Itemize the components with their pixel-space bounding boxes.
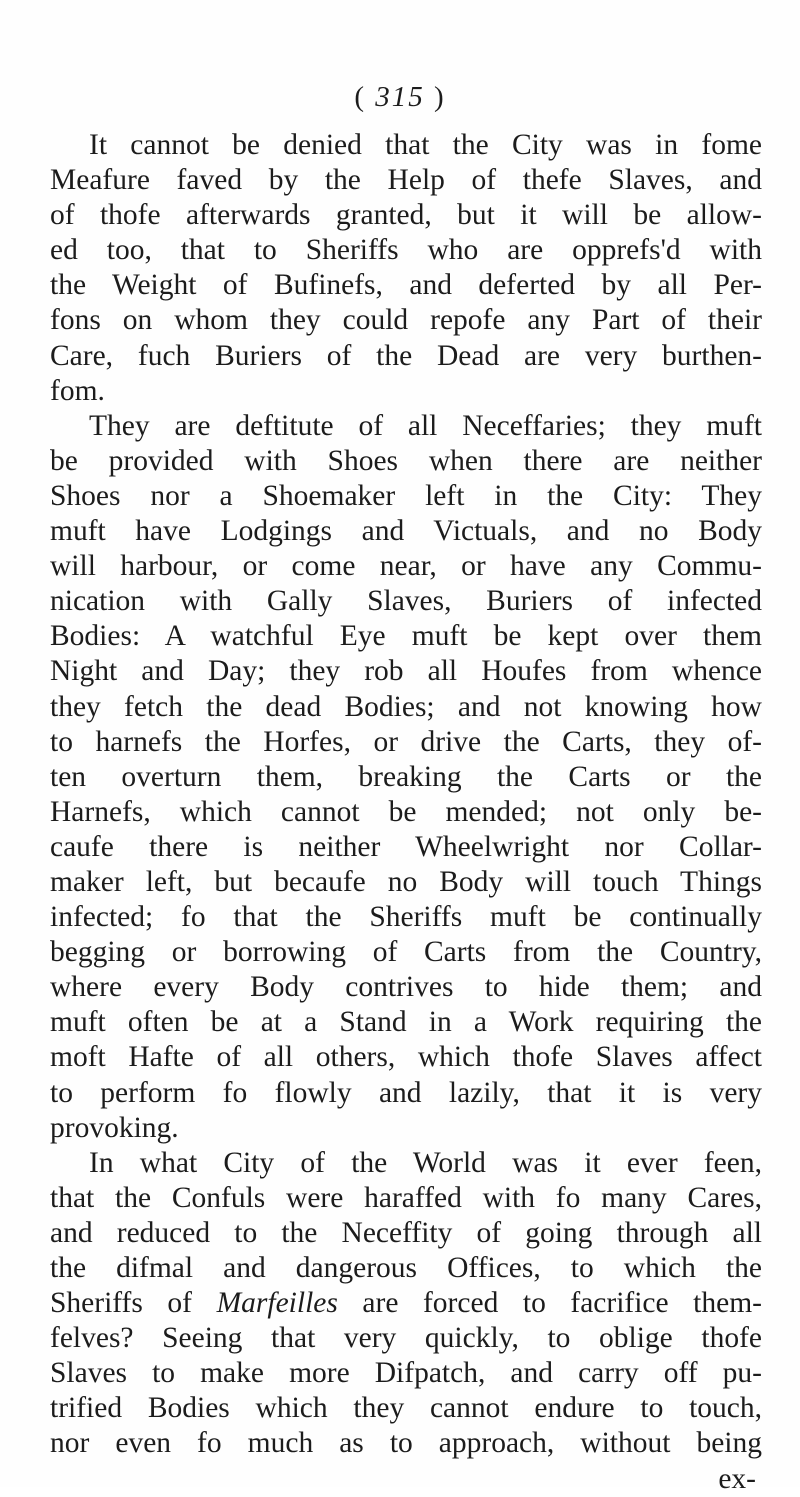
page-number-value: 315	[375, 81, 425, 113]
italic-place-name: Marfeilles	[216, 1287, 338, 1320]
text-line: They are deftitute of all Neceffaries; they muft	[89, 409, 762, 442]
text-line: and reduced to the Neceffity of going through all	[50, 1216, 762, 1249]
text-line: muft have Lodgings and Victuals, and no Body	[50, 515, 762, 548]
text-line: be provided with Shoes when there are neither	[50, 444, 762, 477]
text-line: Shoes nor a Shoemaker left in the City: They	[50, 479, 762, 512]
text-line: Night and Day; they rob all Houfes from whence	[50, 655, 762, 688]
text-line: the difmal and dangerous Offices, to which the	[50, 1252, 762, 1284]
text-line: provoking.	[50, 1111, 179, 1144]
text-line: the Weight of Bufinefs, and deferted by all Per-	[50, 269, 762, 302]
text-line: moft Hafte of all others, which thofe Slaves affect	[50, 1041, 762, 1074]
text-line: nor even fo much as to approach, without being	[50, 1427, 762, 1460]
text-line: to perform fo flowly and lazily, that it is very	[50, 1076, 762, 1109]
text-line: will harbour, or come near, or have any Commu-	[50, 550, 762, 583]
text-line: begging or borrowing of Carts from the Country,	[50, 936, 762, 969]
text-line: that the Confuls were haraffed with fo many Cares,	[50, 1181, 762, 1214]
text-line: they fetch the dead Bodies; and not knowing how	[50, 690, 762, 723]
text-line: Harnefs, which cannot be mended; not only be-	[50, 795, 762, 828]
text-line: nication with Gally Slaves, Buriers of infected	[50, 585, 762, 618]
text-line-with-italic: Sheriffs of Marfeilles are forced to facrifice them-	[50, 1287, 762, 1320]
text-line: where every Body contrives to hide them; and	[50, 971, 762, 1004]
text-line: muft often be at a Stand in a Work requiring the	[50, 1006, 762, 1039]
text-line: It cannot be denied that the City was in fome	[89, 129, 762, 161]
text-line: trified Bodies which they cannot endure to touch,	[50, 1392, 762, 1425]
text-line: caufe there is neither Wheelwright nor Collar-	[50, 830, 762, 863]
page-number: ( 315 )	[354, 81, 446, 113]
text-line: felves? Seeing that very quickly, to oblige thofe	[50, 1322, 762, 1355]
text-line: to harnefs the Horfes, or drive the Carts, they of-	[50, 725, 762, 758]
catchword: ex-	[718, 1462, 756, 1495]
text-line: Care, fuch Buriers of the Dead are very burthen-	[50, 339, 762, 372]
text-line: Meafure faved by the Help of thefe Slaves, and	[50, 164, 762, 197]
text-line: fom.	[50, 374, 105, 407]
text-line: maker left, but becaufe no Body will touch Things	[50, 865, 762, 898]
text-line: In what City of the World was it ever feen,	[89, 1146, 762, 1179]
text-line: fons on whom they could repofe any Part of their	[50, 304, 762, 337]
text-line: Slaves to make more Difpatch, and carry off pu-	[50, 1357, 762, 1390]
text-line: ten overturn them, breaking the Carts or the	[50, 760, 762, 793]
text-line: of thofe afterwards granted, but it will be allow-	[50, 199, 762, 232]
text-line: infected; fo that the Sheriffs muft be continually	[50, 901, 762, 934]
text-line: ed too, that to Sheriffs who are opprefs'd with	[50, 234, 762, 267]
text-line: Bodies: A watchful Eye muft be kept over them	[50, 620, 762, 653]
body-text	[50, 128, 762, 1497]
